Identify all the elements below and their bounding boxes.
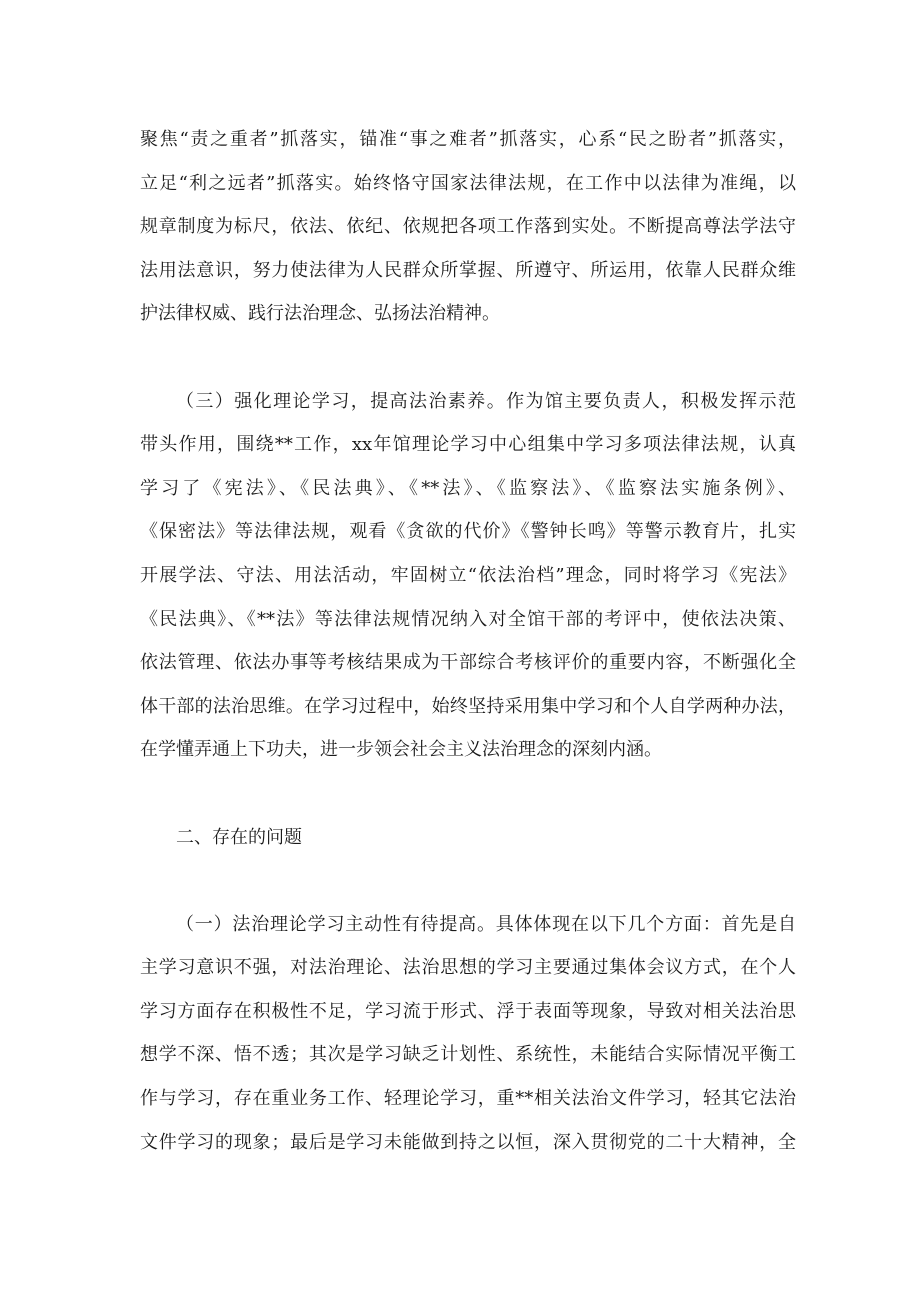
paragraph-theory-study bbox=[140, 380, 796, 772]
text-line: 规章制度为标尺，依法、依纪、依规把各项工作落到实处。不断提高尊法学法守 bbox=[140, 216, 796, 238]
text-line: 《民法典》、《**法》等法律法规情况纳入对全馆干部的考评中，使依法决策、 bbox=[140, 608, 796, 630]
text-line: 开展学法、守法、用法活动，牢固树立“依法治档”理念，同时将学习《宪法》 bbox=[140, 564, 796, 586]
text-line: 聚焦“责之重者”抓落实，锚准“事之难者”抓落实，心系“民之盼者”抓落实， bbox=[140, 129, 796, 150]
text-line: 学习了《宪法》、《民法典》、《**法》、《监察法》、《监察法实施条例》、 bbox=[140, 477, 796, 499]
paragraph-gap bbox=[140, 772, 796, 816]
document-body bbox=[140, 118, 796, 1164]
text-line: （一）法治理论学习主动性有待提高。具体体现在以下几个方面：首先是自 bbox=[176, 913, 796, 935]
paragraph-gap bbox=[140, 336, 796, 380]
section-heading: 二、存在的问题 bbox=[176, 826, 302, 848]
text-line: （三）强化理论学习，提高法治素养。作为馆主要负责人，积极发挥示范 bbox=[176, 390, 796, 412]
text-line: 带头作用，围绕**工作，xx年馆理论学习中心组集中学习多项法律法规，认真 bbox=[140, 434, 796, 456]
text-line: 在学懂弄通上下功夫，进一步领会社会主义法治理念的深刻内涵。 bbox=[140, 739, 662, 761]
text-line: 主学习意识不强，对法治理论、法治思想的学习主要通过集体会议方式，在个人 bbox=[140, 957, 796, 979]
text-line: 立足“利之远者”抓落实。始终恪守国家法律法规，在工作中以法律为准绳，以 bbox=[140, 172, 796, 194]
text-line: 法用法意识，努力使法律为人民群众所掌握、所遵守、所运用，依靠人民群众维 bbox=[140, 259, 796, 281]
paragraph-study-initiative bbox=[140, 903, 796, 1165]
text-line: 作与学习，存在重业务工作、轻理论学习，重**相关法治文件学习，轻其它法治 bbox=[140, 1088, 796, 1110]
paragraph-rule-of-law-practice bbox=[140, 118, 796, 336]
text-line: 想学不深、悟不透；其次是学习缺乏计划性、系统性，未能结合实际情况平衡工 bbox=[140, 1044, 796, 1066]
text-line: 《保密法》等法律法规，观看《贪欲的代价》《警钟长鸣》等警示教育片，扎实 bbox=[140, 521, 796, 543]
text-line: 护法律权威、践行法治理念、弘扬法治精神。 bbox=[140, 303, 500, 325]
text-line: 学习方面存在积极性不足，学习流于形式、浮于表面等现象，导致对相关法治思 bbox=[140, 1000, 796, 1022]
paragraph-gap bbox=[140, 859, 796, 903]
section-heading-problems bbox=[140, 816, 796, 860]
text-line: 文件学习的现象；最后是学习未能做到持之以恒，深入贯彻党的二十大精神，全 bbox=[140, 1131, 796, 1153]
text-line: 依法管理、依法办事等考核结果成为干部综合考核评价的重要内容，不断强化全 bbox=[140, 652, 796, 674]
text-line: 体干部的法治思维。在学习过程中，始终坚持采用集中学习和个人自学两种办法， bbox=[140, 695, 796, 717]
